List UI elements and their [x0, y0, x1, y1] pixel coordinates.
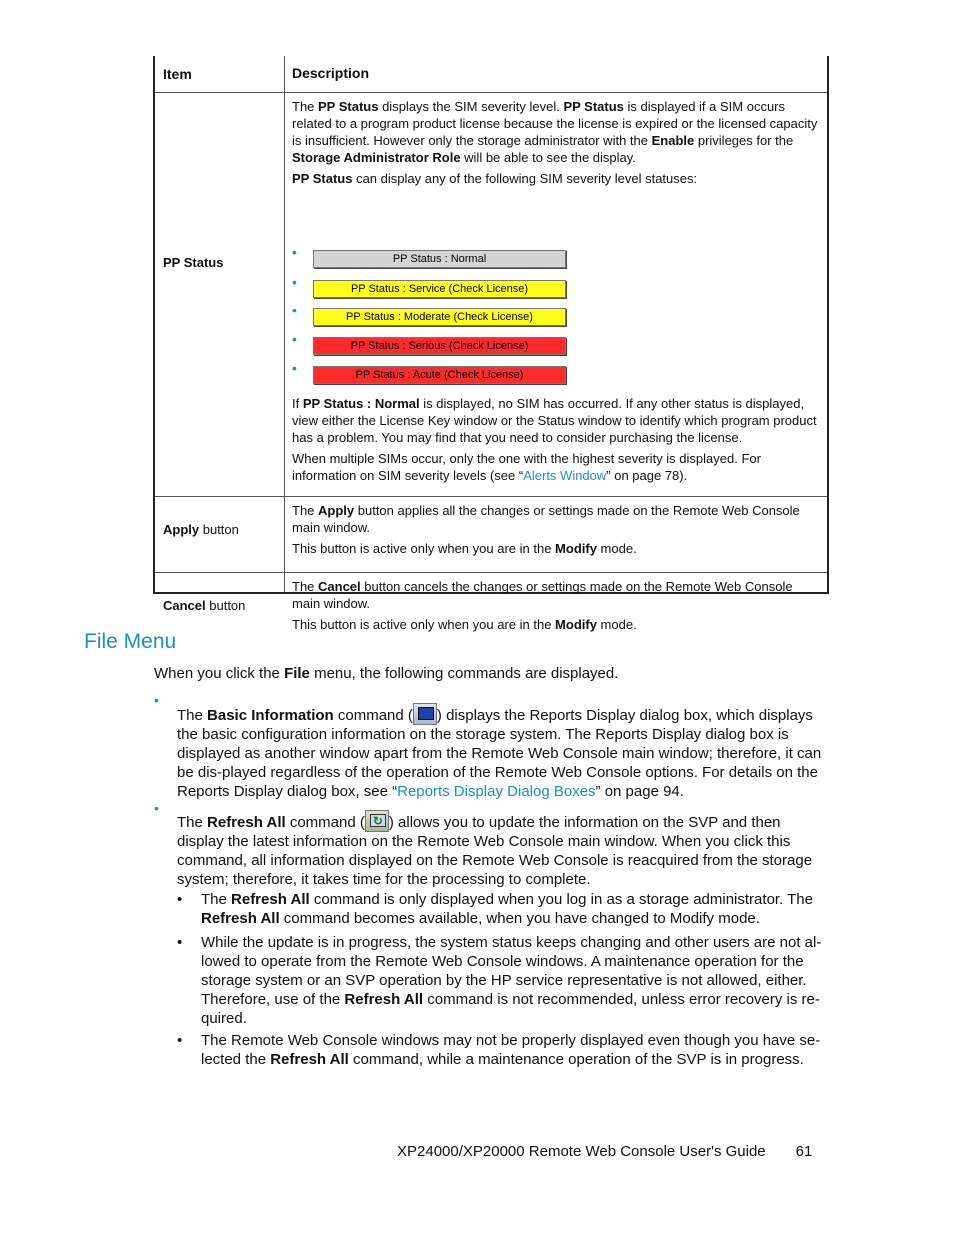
pp-status-para-2: PP Status can display any of the following SIM severity level statuses:	[292, 171, 698, 186]
bullet-icon: •	[177, 891, 183, 908]
cancel-para-2: This button is active only when you are in the Modify mode.	[292, 617, 637, 632]
pp-status-description-lower	[292, 395, 819, 488]
status-bar-moderate: PP Status : Moderate (Check License)	[313, 308, 566, 326]
cancel-para-1: The Cancel button cancels the changes or settings made on the Remote Web Console main window.	[292, 579, 793, 611]
refresh-all-paragraph: The Refresh All command ( ↻ ) allows you to update the information on the SVP and then display the latest information on the Remote Web Console main window. When you click this command, all information displayed on the Remote Web Console is reacquired from the storage system; therefore, it takes time for the processing to complete.	[177, 810, 829, 889]
bullet-icon: •	[177, 934, 183, 951]
apply-para-1: The Apply button applies all the changes or settings made on the Remote Web Console main window.	[292, 503, 800, 535]
apply-description	[292, 502, 819, 561]
bullet-icon: •	[292, 302, 297, 318]
pp-status-para-3: If PP Status : Normal is displayed, no SIM has occurred. If any other status is displayed, view either the License Key window or the Status window to identify which program product has a problem. You may find that you need to consider purchasing the license.	[292, 396, 817, 445]
status-bar-normal: PP Status : Normal	[313, 250, 566, 268]
section-intro: When you click the File menu, the following commands are displayed.	[154, 665, 619, 682]
page-number: 61	[795, 1143, 813, 1160]
description-table	[153, 56, 829, 632]
status-bar-acute: PP Status : Acute (Check License)	[313, 366, 566, 384]
apply-para-2: This button is active only when you are in the Modify mode.	[292, 541, 637, 556]
bullet-icon: •	[177, 1032, 183, 1049]
item-apply-button: Apply button	[163, 522, 239, 537]
table-row-apply	[155, 497, 827, 573]
subbullet-3: • The Remote Web Console windows may not be properly displayed even though you have se-lected the Refresh All command, while a maintenance operation of the SVP is in progress.	[177, 1032, 821, 1068]
bullet-icon: •	[154, 800, 159, 816]
pp-status-para-4: When multiple SIMs occur, only the one with the highest severity is displayed. For information on SIM severity levels (see “Alerts Window” on page 78).	[292, 451, 761, 483]
cancel-description	[292, 578, 819, 637]
section-title: File Menu	[84, 630, 177, 653]
pp-status-para-1: The PP Status displays the SIM severity level. PP Status is displayed if a SIM occurs related to a program product license because the license is expired or the licensed capacity is insufficient. However only the storage administrator with the Enable privileges for the Storage Administrator Role will be able to see the display.	[292, 99, 818, 165]
bullet-icon: •	[292, 274, 297, 290]
reports-display-link[interactable]: Reports Display Dialog Boxes	[397, 783, 596, 800]
basic-information-icon[interactable]	[413, 703, 437, 725]
item-pp-status: PP Status	[163, 255, 224, 270]
table-header-row	[155, 56, 827, 93]
page-footer	[397, 1143, 812, 1160]
header-item: Item	[163, 66, 192, 82]
table-row-cancel	[155, 573, 827, 648]
status-bar-serious: PP Status : Serious (Check License)	[313, 337, 566, 355]
footer-title: XP24000/XP20000 Remote Web Console User's Guide	[397, 1143, 766, 1160]
pp-status-description	[292, 98, 819, 191]
status-bar-service: PP Status : Service (Check License)	[313, 280, 566, 298]
table-row-pp-status	[155, 93, 827, 497]
subbullet-1: • The Refresh All command is only displayed when you log in as a storage administrator. The Refresh All command becomes available, when you have changed to Modify mode.	[177, 891, 813, 927]
bullet-icon: •	[292, 360, 297, 376]
bullet-icon: •	[292, 244, 297, 260]
refresh-all-icon[interactable]: ↻	[365, 810, 389, 832]
alerts-window-link[interactable]: Alerts Window	[523, 468, 607, 483]
header-description: Description	[292, 65, 370, 81]
bullet-icon: •	[154, 692, 159, 708]
item-cancel-button: Cancel button	[163, 598, 246, 613]
bullet-icon: •	[292, 331, 297, 347]
subbullet-2: • While the update is in progress, the system status keeps changing and other users are not al-lowed to operate from the Remote Web Console windows. A maintenance operation for the storage system or an SVP operation by the HP service representative is not allowed, either. Therefore, use of the Refresh All command is not recommended, unless error recovery is re-quired.	[177, 934, 822, 1027]
basic-information-paragraph: The Basic Information command ( ) displays the Reports Display dialog box, which displays the basic configuration information on the storage system. The Reports Display dialog box is displayed as another window apart from the Remote Web Console main window; therefore, it can be dis-played regardless of the operation of the Remote Web Console options. For details on the Reports Display dialog box, see “Reports Display Dialog Boxes” on page 94.	[177, 703, 829, 801]
